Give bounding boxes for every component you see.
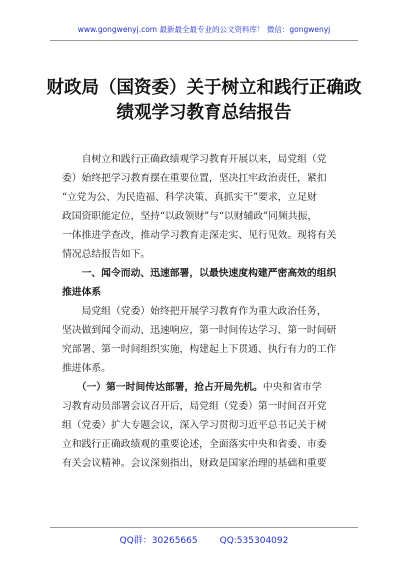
- body-line: 自树立和践行正确政绩观学习教育开展以来，局党组（党: [62, 154, 327, 165]
- body-line: “立党为公、为民造福、科学决策、真抓实干”要求，立足财: [62, 192, 317, 203]
- section-heading-1-cont: 推进体系: [62, 287, 102, 298]
- body-line: 委）始终把学习教育摆在重要位置，坚决扛牢政治责任，紧扣: [62, 173, 327, 184]
- body-line: 一体推进学查改，推动学习教育走深走实、见行见效。现将有关: [62, 230, 337, 241]
- body-line: 立和践行正确政绩观的重要论述，全面落实中央和省委、市委: [62, 439, 327, 450]
- body-line: 情况总结报告如下。: [62, 249, 151, 260]
- body-line: 局党组（党委）始终把开展学习教育作为重大政治任务，: [62, 306, 327, 317]
- subsection-heading-1: （一）第一时间传达部署，抢占开局先机。: [62, 382, 263, 393]
- title-line-1: 财政局（国资委）关于树立和践行正确政: [46, 78, 362, 98]
- page-header: www.gongwenyj.com 最新最全最专业的公文资料库！ 微信：gongwenyj: [77, 25, 331, 34]
- footer-divider: [50, 527, 358, 528]
- subsection-line: [62, 378, 356, 397]
- page-footer: [0, 533, 408, 546]
- document-body: [62, 150, 356, 473]
- body-line: 坚决做到闻令而动、迅速响应，第一时间传达学习、第一时间研: [62, 325, 337, 336]
- footer-qq: QQ:535304092: [219, 536, 289, 546]
- body-line: 究部署、第一时间组织实施，构建起上下贯通、执行有力的工作: [62, 344, 337, 355]
- header-divider: [50, 40, 358, 41]
- title-line-2: 绩观学习教育总结报告: [116, 103, 292, 123]
- body-line: 组（党委）扩大专题会议，深入学习贯彻习近平总书记关于树: [62, 420, 327, 431]
- body-line: 习教育动员部署会议召开后，局党组（党委）第一时间召开党: [62, 401, 327, 412]
- section-heading-1: 一、闻令而动、迅速部署，以最快速度构建严密高效的组织: [62, 268, 337, 279]
- subsection-text: 中央和省市学: [262, 382, 322, 393]
- body-line: 有关会议精神。会议深刻指出，财政是国家治理的基础和重要: [62, 458, 327, 469]
- body-line: 政国资职能定位，坚持“以政领财”与“以财辅政”同频共振，: [62, 211, 318, 222]
- body-line: 推进体系。: [62, 363, 111, 374]
- document-title: [40, 76, 368, 126]
- footer-qq-group: QQ群：30265665: [119, 536, 198, 546]
